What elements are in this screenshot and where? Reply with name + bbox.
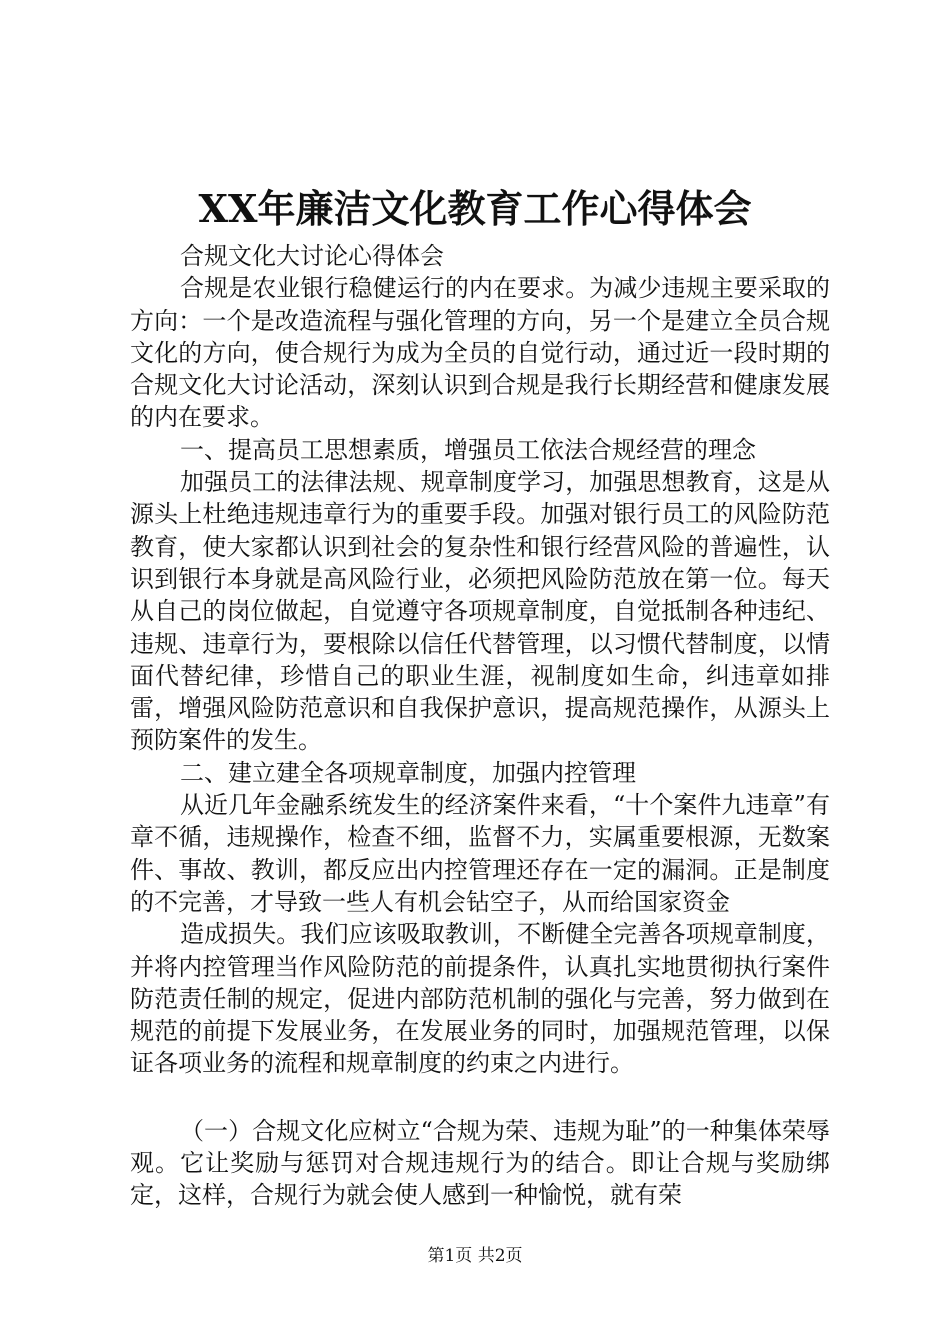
paragraph-section-2: 从近几年金融系统发生的经济案件来看，“十个案件九违章”有章不循，违规操作，检查不细，监督不力，实属重要根源，无数案件、事故、教训，都反应出内控管理还存在一定的漏洞。正是制度的不完善，才导致一些人有机会钻空子，从而给国家资金 [130,791,830,916]
document-title: XX年廉洁文化教育工作心得体会 [198,186,752,231]
paragraph-section-1: 加强员工的法律法规、规章制度学习，加强思想教育，这是从源头上杜绝违规违章行为的重要手段。加强对银行员工的风险防范教育，使大家都认识到社会的复杂性和银行经营风险的普遍性，认识到银行本身就是高风险行业，必须把风险防范放在第一位。每天从自己的岗位做起，自觉遵守各项规章制度，自觉抵制各种违纪、违规、违章行为，要根除以信任代替管理，以习惯代替制度，以情面代替纪律，珍惜自己的职业生涯，视制度如生命，纠违章如排雷，增强风险防范意识和自我保护意识，提高规范操作，从源头上预防案件的发生。 [130,468,830,755]
section-heading-1: 一、提高员工思想素质，增强员工依法合规经营的理念 [180,435,756,464]
paragraph-subsection-1: （一）合规文化应树立“合规为荣、违规为耻”的一种集体荣辱观。它让奖励与惩罚对合规违规行为的结合。即让合规与奖励绑定，这样，合规行为就会使人感到一种愉悦，就有荣 [130,1116,830,1210]
paragraph-section-2-continued: 造成损失。我们应该吸取教训，不断健全完善各项规章制度，并将内控管理当作风险防范的前提条件，认真扎实地贯彻执行案件防范责任制的规定，促进内部防范机制的强化与完善，努力做到在规范的前提下发展业务，在发展业务的同时，加强规范管理，以保证各项业务的流程和规章制度的约束之内进行。 [130,920,830,1078]
document-body [130,240,830,1212]
section-heading-2: 二、建立建全各项规章制度，加强内控管理 [180,758,636,787]
paragraph-subtitle: 合规文化大讨论心得体会 [180,242,444,270]
paragraph-intro: 合规是农业银行稳健运行的内在要求。为减少违规主要采取的方向：一个是改造流程与强化管理的方向，另一个是建立全员合规文化的方向，使合规行为成为全员的自觉行动，通过近一段时期的合规文化大讨论活动，深刻认识到合规是我行长期经营和健康发展的内在要求。 [130,274,830,432]
page-number-footer: 第1页 共2页 [427,1246,523,1266]
